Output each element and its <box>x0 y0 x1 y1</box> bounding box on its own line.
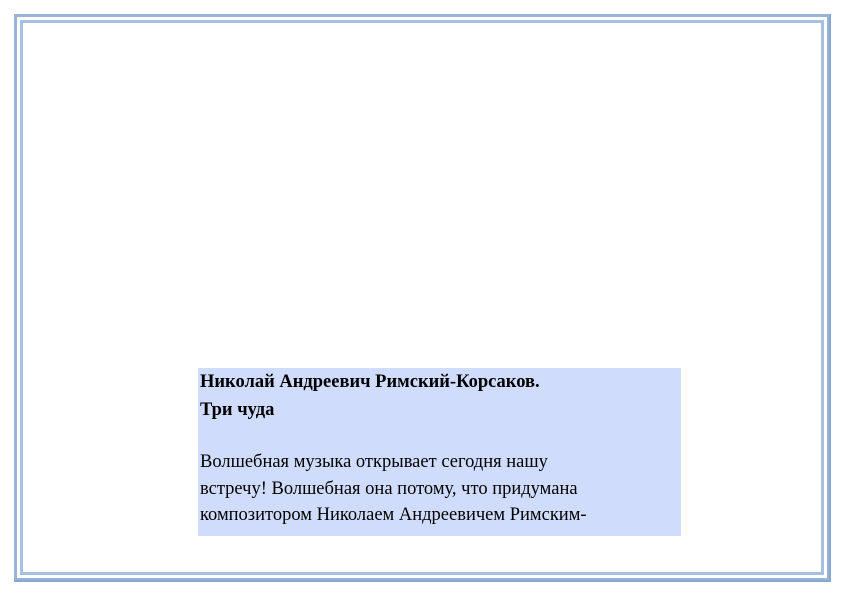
document-title-line-1: Николай Андреевич Римский-Корсаков. <box>200 372 540 392</box>
paragraph-spacer <box>200 424 681 449</box>
highlighted-text-block <box>198 368 681 536</box>
page-frame-shadow-bottom <box>14 580 831 582</box>
document-title-line-2: Три чуда <box>200 400 275 420</box>
body-text-line: встречу! Волшебная она потому, что придумана <box>200 478 578 499</box>
page-frame-shadow-right <box>829 14 831 582</box>
body-text-line: композитором Николаем Андреевичем Римским- <box>200 505 587 525</box>
body-text-line: Волшебная музыка открывает сегодня нашу <box>200 452 548 472</box>
